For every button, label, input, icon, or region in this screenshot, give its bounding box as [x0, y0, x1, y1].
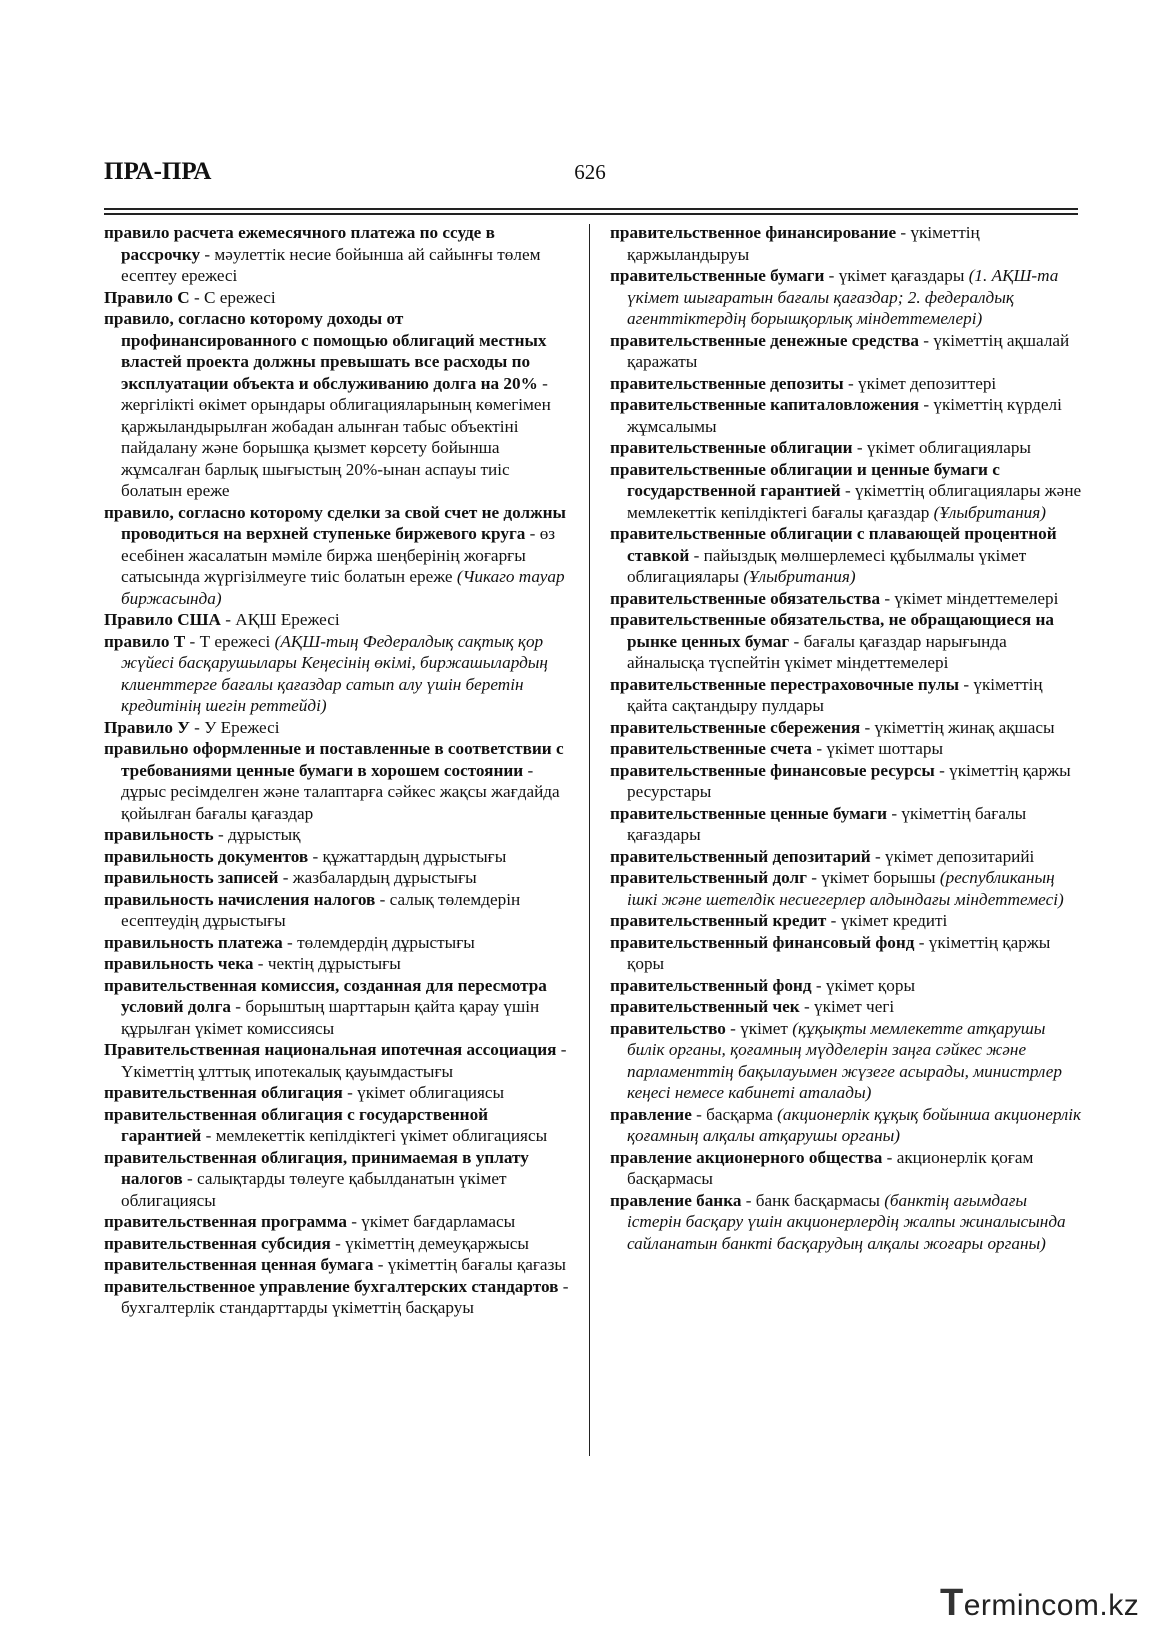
entry-definition: құжаттардың дұрыстығы — [322, 846, 507, 866]
entry-term: правило, согласно которому сделки за свой счет не должны проводиться на верхней ступеньке биржевого круга — [104, 502, 566, 543]
entry-term: правительственная облигация с государственной гарантией — [104, 1104, 489, 1145]
entry-definition: пайыздық мөлшерлемесі құбылмалы үкімет облигациялары — [627, 545, 1027, 586]
entry-note: (банктің ағымдағы істерін басқару үшін акционерлердің жалпы жиналысында сайланатын банкті басқарудың алқалы жоғары органы) — [627, 1190, 1066, 1253]
entry-separator: - — [213, 825, 228, 844]
entry-definition: жергілікті өкімет орындары облигацияларының көмегімен қаржыландырылған жобадан алынған табыс объектіні пайдалану және борышқа қызмет көрсету бойынша жұмсалған барлық шығыстың 20%-ынан аспауы тиіс болатын ереже — [121, 395, 551, 500]
entry-term: правление — [610, 1104, 692, 1124]
dictionary-entry — [104, 889, 570, 932]
entry-term: правильно оформленные и поставленные в соответствии с требованиями ценные бумаги в хорошем состоянии — [104, 739, 564, 780]
entry-term: правительственный чек — [610, 997, 800, 1016]
dictionary-entry — [610, 1104, 1084, 1147]
dictionary-entry — [610, 394, 1084, 437]
entry-definition: акционерлік қоғам басқармасы — [627, 1147, 1034, 1188]
entry-definition: борыштың шарттарын қайта қарау үшін құрылған үкімет комиссиясы — [121, 997, 540, 1038]
dictionary-entry — [610, 803, 1084, 846]
entry-separator: - — [840, 481, 855, 500]
entry-separator: - — [537, 373, 548, 393]
entry-definition: үкімет чегі — [814, 997, 895, 1016]
entry-term: правительственный депозитарий — [610, 846, 871, 866]
entry-term: правительственные депозиты — [610, 373, 844, 393]
entry-term: правительственные сбережения — [610, 717, 861, 737]
entry-separator: - — [914, 932, 929, 952]
header-rule-top — [104, 208, 1078, 210]
entry-separator: - — [375, 889, 390, 909]
dictionary-entry — [610, 910, 1084, 932]
entry-separator: - — [231, 997, 246, 1016]
entry-separator: - — [725, 1018, 741, 1038]
entry-term: правительственные обязательства, не обращающиеся на рынке ценных бумаг — [610, 610, 1055, 651]
entry-separator: - — [253, 954, 268, 973]
entry-separator: - — [185, 631, 200, 651]
entry-definition: У Ережесі — [204, 717, 280, 737]
entry-separator: - — [843, 373, 858, 393]
dictionary-entry — [104, 222, 570, 287]
entry-separator: - — [330, 1233, 346, 1253]
dictionary-entry — [610, 222, 1084, 265]
entry-separator: - — [689, 545, 704, 565]
dictionary-entry — [610, 459, 1084, 524]
entry-definition: жазбалардың дұрыстығы — [292, 868, 477, 887]
entry-term: Правило С — [104, 287, 190, 307]
page-number: 626 — [574, 160, 606, 184]
entry-separator: - — [860, 717, 875, 737]
entry-term: правило Т — [104, 631, 186, 651]
dictionary-entry — [104, 287, 570, 309]
entry-definition: үкімет бағдарламасы — [361, 1212, 516, 1231]
entry-term: правильность — [104, 825, 214, 844]
entry-separator: - — [525, 524, 540, 543]
entry-note: (АҚШ-тың Федералдық сақтық қор жүйесі басқарушылары Кеңесінің өкімі, биржашылардың клиенттерге бағалы қағаздар сатып алу үшін беретін кредитінің шегін реттейді) — [121, 631, 548, 715]
entry-note: (1. АҚШ-та үкімет шығаратын бағалы қағаздар; 2. федералдық агенттіктердің борышқорлық міндеттемелері) — [627, 266, 1059, 328]
entry-term: Правительственная национальная ипотечная ассоциация — [104, 1040, 557, 1059]
dictionary-entry — [104, 975, 570, 1040]
entry-definition: төлемдердің дұрыстығы — [297, 932, 475, 952]
right-column — [610, 222, 1084, 1254]
entry-separator: - — [558, 1276, 569, 1296]
dictionary-entry — [610, 717, 1084, 739]
entry-definition: С ережесі — [203, 287, 276, 307]
entry-definition: үкіметтің қаржы қоры — [627, 932, 1051, 973]
dictionary-entry — [610, 867, 1084, 910]
dictionary-entry — [610, 674, 1084, 717]
entry-definition: үкіметтің қаржыландыруы — [627, 223, 980, 264]
entry-note: (құқықты мемлекетте атқарушы билік органы, қоғамның мүдделерін заңға сәйкес және парламенттің бақылауымен жүзеге асырады, министрлер кеңесі немесе кабинеті аталады) — [627, 1018, 1062, 1102]
page-header-title: ПРА-ПРА — [104, 158, 212, 185]
entry-term: правительственная облигация — [104, 1083, 343, 1102]
dictionary-entry — [610, 588, 1084, 610]
entry-separator: - — [220, 610, 236, 629]
entry-definition: мемлекеттік кепілдіктегі үкімет облигациясы — [215, 1126, 548, 1145]
entry-term: правило расчета ежемесячного платежа по ссуде в рассрочку — [104, 223, 495, 264]
entry-separator: - — [959, 674, 974, 694]
entry-term: правительственная программа — [104, 1212, 347, 1231]
dictionary-entry — [610, 523, 1084, 588]
entry-separator: - — [308, 846, 323, 866]
entry-definition: басқарма — [706, 1104, 773, 1124]
entry-definition: үкіметтің бағалы қағазы — [387, 1255, 566, 1274]
entry-term: правительственная субсидия — [104, 1233, 331, 1253]
dictionary-entry — [610, 265, 1084, 330]
entry-separator: - — [896, 223, 911, 242]
dictionary-entry — [104, 824, 570, 846]
entry-definition: өз есебінен жасалатын мәміле биржа шеңберінің жоғарғы сатысында жүргізілмеуге тиіс болатын ереже — [121, 524, 556, 586]
entry-definition: үкімет депозиттері — [858, 373, 997, 393]
entry-definition: салықтарды төлеуге қабылданатын үкімет облигациясы — [121, 1169, 507, 1210]
site-logo — [940, 1582, 1139, 1625]
entry-separator: - — [346, 1212, 362, 1231]
dictionary-entry — [610, 738, 1084, 760]
entry-separator: - — [812, 739, 827, 758]
entry-term: правительственные денежные средства — [610, 330, 919, 350]
column-divider — [589, 224, 590, 1456]
entry-separator: - — [826, 911, 841, 930]
dictionary-entry — [610, 846, 1084, 868]
dictionary-entry — [104, 308, 570, 502]
entry-separator: - — [799, 997, 815, 1016]
entry-definition: дұрыстық — [227, 825, 301, 844]
entry-term: правительственные капиталовложения — [610, 395, 920, 414]
entry-term: правительственная комиссия, созданная для пересмотра условий долга — [104, 975, 547, 1016]
entry-term: правление акционерного общества — [610, 1147, 883, 1167]
entry-definition: АҚШ Ережесі — [235, 610, 340, 629]
entry-term: правление банка — [610, 1190, 742, 1210]
entry-definition: үкіметтің бағалы қағаздары — [627, 803, 1027, 844]
header-rule-bottom — [104, 213, 1078, 215]
dictionary-entry — [104, 1211, 570, 1233]
entry-definition: үкіметтің жинақ ақшасы — [874, 717, 1055, 737]
dictionary-entry — [610, 1190, 1084, 1255]
entry-definition: банк басқармасы — [755, 1190, 880, 1210]
entry-separator: - — [556, 1040, 567, 1059]
entry-definition: дұрыс ресімделген және талаптарға сәйкес жақсы жағдайда қойылған бағалы қағаздар — [121, 782, 560, 823]
entry-definition: үкіметтің ақшалай қаражаты — [627, 330, 1070, 371]
dictionary-entry — [104, 631, 570, 717]
entry-definition: үкімет қағаздары — [838, 266, 965, 285]
entry-separator: - — [880, 588, 895, 608]
entry-term: правительственные ценные бумаги — [610, 803, 888, 823]
entry-term: правительственные обязательства — [610, 588, 881, 608]
dictionary-entry — [610, 437, 1084, 459]
entry-term: правительственный долг — [610, 868, 807, 887]
left-column — [104, 222, 570, 1319]
entry-definition: мәулеттік несие бойынша ай сайынғы төлем есептеу ережесі — [121, 244, 541, 285]
entry-note: (акционерлік құқық бойынша акционерлік қоғамның алқалы атқарушы органы) — [627, 1104, 1082, 1145]
entry-definition: Үкіметтің ұлттық ипотекалық қауымдастығы — [121, 1061, 454, 1081]
dictionary-entry — [610, 1018, 1084, 1104]
entry-term: правительственные облигации и ценные бумаги с государственной гарантией — [610, 459, 1000, 500]
entry-separator: - — [882, 1147, 897, 1167]
dictionary-entry — [104, 1104, 570, 1147]
entry-definition: үкіметтің қаржы ресурстары — [627, 760, 1071, 801]
entry-separator: - — [182, 1169, 198, 1188]
dictionary-entry — [104, 502, 570, 610]
entry-separator: - — [741, 1190, 756, 1210]
dictionary-entry — [610, 760, 1084, 803]
dictionary-entry — [104, 1254, 570, 1276]
entry-separator: - — [373, 1255, 388, 1274]
entry-separator: - — [918, 330, 934, 350]
entry-separator: - — [200, 244, 215, 264]
entry-term: правительственная ценная бумага — [104, 1255, 374, 1274]
logo-letter: T — [940, 1582, 964, 1624]
entry-term: правительственная облигация, принимаемая в уплату налогов — [104, 1147, 529, 1188]
entry-term: правительственные перестраховочные пулы — [610, 674, 960, 694]
entry-definition: бухгалтерлік стандарттарды үкіметтің басқаруы — [121, 1298, 474, 1317]
entry-definition: Т ережесі — [199, 631, 271, 651]
entry-definition: үкімет міндеттемелері — [894, 588, 1059, 608]
entry-term: правильность записей — [104, 868, 279, 887]
entry-definition: үкімет қоры — [825, 975, 915, 995]
entry-term: правильность документов — [104, 846, 309, 866]
dictionary-entry — [104, 1233, 570, 1255]
entry-definition: бағалы қағаздар нарығында айналысқа түспейтін үкімет міндеттемелері — [627, 631, 1007, 672]
entry-definition: үкімет облигациялары — [866, 438, 1031, 457]
logo-text: ermincom.kz — [963, 1589, 1140, 1622]
dictionary-entry — [610, 330, 1084, 373]
entry-term: правительственные облигации — [610, 438, 853, 457]
dictionary-entry — [610, 373, 1084, 395]
entry-definition: үкімет облигациясы — [357, 1083, 505, 1102]
entry-term: правительственный кредит — [610, 911, 827, 930]
entry-separator: - — [523, 760, 534, 780]
entry-separator: - — [811, 975, 826, 995]
entry-definition: чектің дұрыстығы — [267, 954, 401, 973]
entry-definition: үкіметтің демеуқаржысы — [345, 1233, 529, 1253]
dictionary-entry — [610, 1147, 1084, 1190]
entry-separator: - — [189, 287, 204, 307]
entry-note: (Ұлыбритания) — [933, 502, 1046, 522]
entry-note: (республиканың ішкі және шетелдік несиегерлер алдындағы міндеттемесі) — [627, 868, 1064, 909]
entry-definition: үкімет — [740, 1018, 788, 1038]
dictionary-entry — [104, 953, 570, 975]
entry-definition: үкімет борышы — [821, 868, 936, 887]
entry-definition: үкіметтің қайта сақтандыру пулдары — [627, 674, 1043, 715]
dictionary-entry — [104, 738, 570, 824]
dictionary-entry — [610, 932, 1084, 975]
entry-term: правительство — [610, 1018, 726, 1038]
entry-note: (Ұлыбритания) — [743, 567, 856, 586]
entry-term: правительственные облигации с плавающей процентной ставкой — [610, 524, 1057, 565]
entry-term: Правило США — [104, 610, 221, 629]
entry-separator: - — [870, 846, 886, 866]
entry-separator: - — [934, 760, 950, 780]
entry-separator: - — [824, 266, 839, 285]
entry-definition: үкімет депозитарийі — [885, 846, 1035, 866]
entry-definition: үкімет кредиті — [840, 911, 948, 930]
entry-term: правительственные бумаги — [610, 266, 825, 285]
entry-term: правильность чека — [104, 954, 254, 973]
dictionary-entry — [610, 996, 1084, 1018]
dictionary-entry — [610, 975, 1084, 997]
dictionary-entry — [104, 1147, 570, 1212]
entry-term: правительственный финансовый фонд — [610, 932, 915, 952]
entry-term: правительственные счета — [610, 739, 813, 758]
entry-separator: - — [201, 1126, 216, 1145]
entry-term: правительственные финансовые ресурсы — [610, 760, 935, 780]
entry-separator: - — [887, 803, 902, 823]
entry-term: правильность начисления налогов — [104, 889, 376, 909]
entry-definition: үкімет шоттары — [826, 739, 943, 758]
entry-separator: - — [852, 438, 867, 457]
dictionary-entry — [104, 846, 570, 868]
entry-separator: - — [806, 868, 822, 887]
entry-separator: - — [342, 1083, 358, 1102]
dictionary-entry — [104, 867, 570, 889]
dictionary-entry — [104, 1082, 570, 1104]
entry-definition: үкіметтің күрделі жұмсалымы — [627, 395, 1062, 436]
entry-term: правильность платежа — [104, 932, 283, 952]
entry-definition: үкіметтің облигациялары және мемлекеттік кепілдіктегі бағалы қағаздар — [627, 481, 1082, 522]
entry-term: правительственный фонд — [610, 975, 812, 995]
dictionary-entry — [104, 932, 570, 954]
entry-separator: - — [789, 631, 804, 651]
entry-note: (Чикаго тауар биржасында) — [121, 567, 565, 608]
dictionary-entry — [104, 1276, 570, 1319]
entry-term: Правило У — [104, 717, 190, 737]
entry-separator: - — [282, 932, 298, 952]
entry-separator: - — [691, 1104, 707, 1124]
entry-definition: салық төлемдерін есептеудің дұрыстығы — [121, 889, 521, 930]
dictionary-entry — [104, 609, 570, 631]
entry-separator: - — [919, 395, 934, 414]
entry-separator: - — [189, 717, 205, 737]
dictionary-entry — [610, 609, 1084, 674]
entry-term: правило, согласно которому доходы от профинансированного с помощью облигаций местных властей проекта должны превышать все расходы по эксплуатации объекта и обслуживанию долга на 20% — [104, 309, 547, 393]
dictionary-entry — [104, 717, 570, 739]
entry-term: правительственное финансирование — [610, 223, 897, 242]
entry-term: правительственное управление бухгалтерских стандартов — [104, 1276, 559, 1296]
dictionary-entry — [104, 1039, 570, 1082]
entry-separator: - — [278, 868, 293, 887]
